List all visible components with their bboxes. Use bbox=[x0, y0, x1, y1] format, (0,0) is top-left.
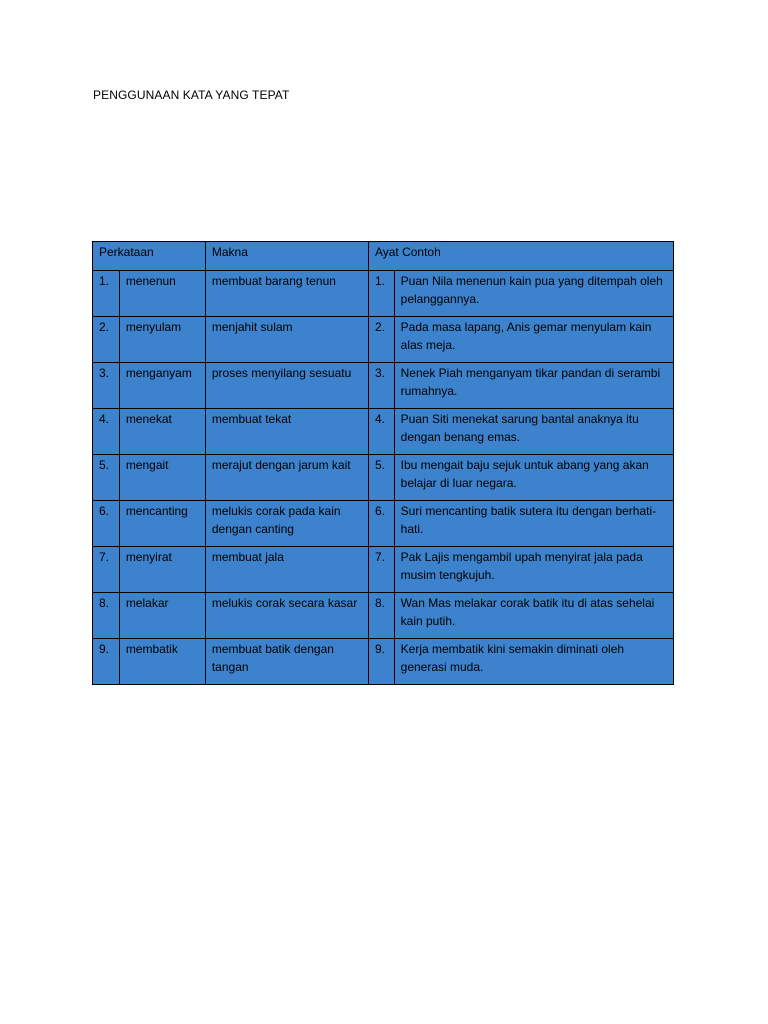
table-row bbox=[93, 639, 674, 685]
table-row bbox=[93, 409, 674, 455]
example-cell: Suri mencanting batik sutera itu dengan berhati-hati. bbox=[394, 501, 673, 547]
example-cell: Kerja membatik kini semakin diminati oleh generasi muda. bbox=[394, 639, 673, 685]
example-cell: Puan Nila menenun kain pua yang ditempah oleh pelanggannya. bbox=[394, 271, 673, 317]
example-number: 5. bbox=[368, 455, 394, 501]
header-word: Perkataan bbox=[93, 242, 206, 271]
table-row bbox=[93, 501, 674, 547]
row-number: 1. bbox=[93, 271, 120, 317]
word-cell: membatik bbox=[119, 639, 205, 685]
word-cell: mengait bbox=[119, 455, 205, 501]
meaning-cell: menjahit sulam bbox=[205, 317, 368, 363]
table-row bbox=[93, 455, 674, 501]
row-number: 6. bbox=[93, 501, 120, 547]
row-number: 5. bbox=[93, 455, 120, 501]
row-number: 2. bbox=[93, 317, 120, 363]
example-cell: Pada masa lapang, Anis gemar menyulam kain alas meja. bbox=[394, 317, 673, 363]
row-number: 8. bbox=[93, 593, 120, 639]
word-cell: menganyam bbox=[119, 363, 205, 409]
example-number: 1. bbox=[368, 271, 394, 317]
table-row bbox=[93, 271, 674, 317]
word-cell: menyulam bbox=[119, 317, 205, 363]
meaning-cell: proses menyilang sesuatu bbox=[205, 363, 368, 409]
example-number: 4. bbox=[368, 409, 394, 455]
row-number: 9. bbox=[93, 639, 120, 685]
example-cell: Puan Siti menekat sarung bantal anaknya itu dengan benang emas. bbox=[394, 409, 673, 455]
example-number: 7. bbox=[368, 547, 394, 593]
example-number: 6. bbox=[368, 501, 394, 547]
meaning-cell: membuat jala bbox=[205, 547, 368, 593]
row-number: 4. bbox=[93, 409, 120, 455]
header-meaning: Makna bbox=[205, 242, 368, 271]
meaning-cell: melukis corak pada kain dengan canting bbox=[205, 501, 368, 547]
example-cell: Pak Lajis mengambil upah menyirat jala pada musim tengkujuh. bbox=[394, 547, 673, 593]
table-header-row bbox=[93, 242, 674, 271]
word-cell: menekat bbox=[119, 409, 205, 455]
example-cell: Nenek Piah menganyam tikar pandan di serambi rumahnya. bbox=[394, 363, 673, 409]
meaning-cell: merajut dengan jarum kait bbox=[205, 455, 368, 501]
example-number: 2. bbox=[368, 317, 394, 363]
word-usage-table bbox=[92, 241, 674, 685]
table-row bbox=[93, 593, 674, 639]
word-cell: melakar bbox=[119, 593, 205, 639]
meaning-cell: membuat batik dengan tangan bbox=[205, 639, 368, 685]
row-number: 7. bbox=[93, 547, 120, 593]
meaning-cell: melukis corak secara kasar bbox=[205, 593, 368, 639]
meaning-cell: membuat tekat bbox=[205, 409, 368, 455]
meaning-cell: membuat barang tenun bbox=[205, 271, 368, 317]
page-title: PENGGUNAAN KATA YANG TEPAT bbox=[93, 88, 290, 102]
example-cell: Ibu mengait baju sejuk untuk abang yang akan belajar di luar negara. bbox=[394, 455, 673, 501]
example-number: 8. bbox=[368, 593, 394, 639]
header-example: Ayat Contoh bbox=[368, 242, 673, 271]
example-number: 9. bbox=[368, 639, 394, 685]
word-cell: menyirat bbox=[119, 547, 205, 593]
word-cell: mencanting bbox=[119, 501, 205, 547]
table-row bbox=[93, 317, 674, 363]
example-cell: Wan Mas melakar corak batik itu di atas sehelai kain putih. bbox=[394, 593, 673, 639]
example-number: 3. bbox=[368, 363, 394, 409]
table-row bbox=[93, 547, 674, 593]
table-row bbox=[93, 363, 674, 409]
row-number: 3. bbox=[93, 363, 120, 409]
word-cell: menenun bbox=[119, 271, 205, 317]
